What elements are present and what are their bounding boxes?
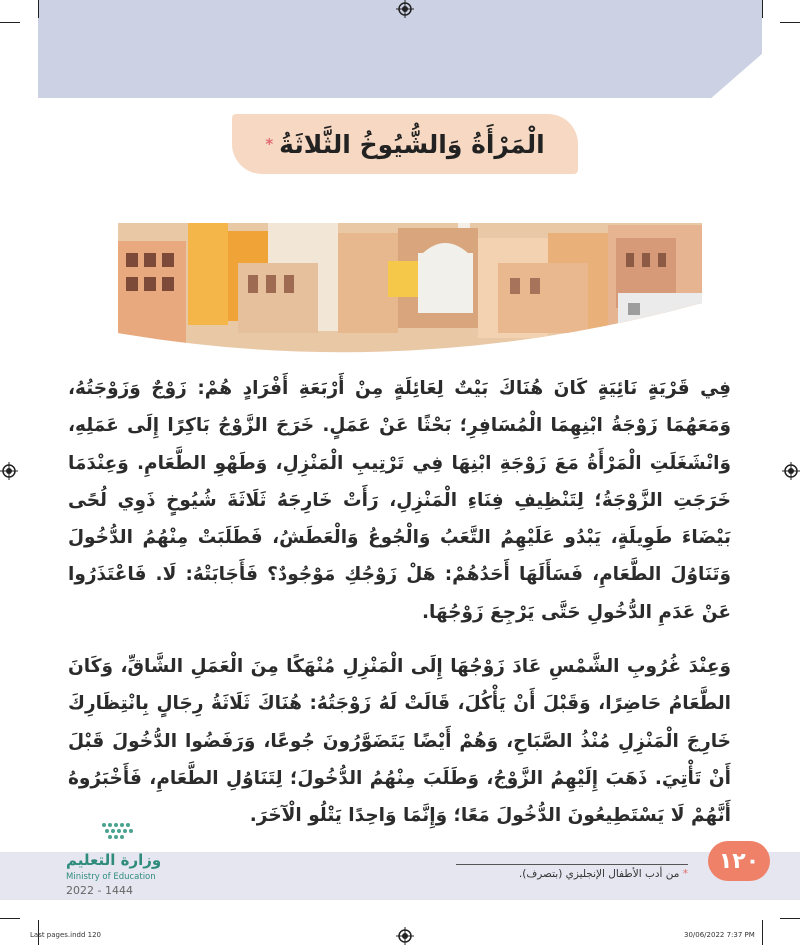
title-label: الْمَرْأَةُ وَالشُّيُوخُ الثَّلاثَةُ (279, 129, 545, 159)
page-number: ١٢٠ (708, 841, 770, 881)
print-slug-date: 30/06/2022 7:37 PM (684, 931, 755, 939)
footnote (456, 864, 688, 880)
registration-mark-icon (396, 927, 414, 945)
story-paragraph: فِي قَرْيَةٍ نَائِيَةٍ كَانَ هُنَاكَ بَيْتٌ لِعَائِلَةٍ مِنْ أَرْبَعَةِ أَفْرَادٍ هُمْ: زَوْجٌ وَزَوْجَتُهُ، وَمَعَهُمَا زَوْجَةُ ابْنِهِمَا الْمُسَافِرِ؛ بَحْثًا عَنْ عَمَلٍ. خَرَجَ الزَّوْجُ بَاكِرًا إِلَى عَمَلِهِ، وَانْشَغَلَتِ الْمَرْأَةُ مَعَ زَوْجَةِ ابْنِهَا فِي تَرْتِيبِ الْمَنْزِلِ، وَطَهْوِ الطَّعَامِ. وَعِنْدَمَا خَرَجَتِ الزَّوْجَةُ؛ لِتَنْظِيفِ فِنَاءِ الْمَنْزِلِ، رَأَتْ خَارِجَهُ ثَلَاثَةَ شُيُوخٍ ذَوِي لُحًى بَيْضَاءَ طَوِيلَةٍ، يَبْدُو عَلَيْهِمُ التَّعَبُ وَالْجُوعُ وَالْعَطَشُ، فَطَلَبَتْ مِنْهُمُ الدُّخُولَ وَتَنَاوُلَ الطَّعَامِ، فَسَأَلَهَا أَحَدُهُمْ: هَلْ زَوْجُكِ مَوْجُودٌ؟ فَأَجَابَتْهُ: لَا. فَاعْتَذَرُوا عَنْ عَدَمِ الدُّخُولِ حَتَّى يَرْجِعَ زَوْجُهَا. (68, 378, 731, 623)
title-footnote-star: * (265, 135, 274, 153)
crop-mark (0, 22, 20, 23)
registration-mark-icon (782, 462, 800, 480)
story-paragraph: وَعِنْدَ غُرُوبِ الشَّمْسِ عَادَ زَوْجُهَا إِلَى الْمَنْزِلِ مُنْهَكًا مِنَ الْعَمَلِ الشَّاقِّ، وَكَانَ الطَّعَامُ حَاضِرًا، وَقَبْلَ أَنْ يَأْكُلَ، قَالَتْ لَهُ زَوْجَتُهُ: هُنَاكَ ثَلَاثَةُ رِجَالٍ بِانْتِظَارِكَ خَارِجَ الْمَنْزِلِ مُنْذُ الصَّبَاحِ، وَهُمْ أَيْضًا يَتَضَوَّرُونَ جُوعًا، وَرَفَضُوا الدُّخُولَ قَبْلَ أَنْ تَأْتِيَ. ذَهَبَ إِلَيْهِمُ الزَّوْجُ، وَطَلَبَ مِنْهُمُ الدُّخُولَ؛ لِتَنَاوُلِ الطَّعَامِ، فَأَخْبَرُوهُ أَنَّهُمْ لَا يَسْتَطِيعُونَ الدُّخُولَ مَعًا؛ وَإِنَّمَا وَاحِدًا يَتْلُو الْآخَرَ. (68, 656, 731, 827)
village-illustration (118, 183, 702, 355)
crop-mark (780, 918, 800, 919)
ministry-logo-icon (98, 819, 158, 849)
crop-mark (762, 920, 763, 945)
footnote-text: من أدب الأطفال الإنجليزي (بتصرف). (518, 868, 680, 880)
crop-mark (0, 918, 20, 919)
crop-mark (38, 0, 39, 18)
ministry-name-arabic: وزارة التعليم (66, 851, 162, 869)
ministry-year: 2022 - 1444 (66, 884, 133, 897)
registration-mark-icon (0, 462, 18, 480)
page-title (232, 114, 578, 174)
footnote-star: * (682, 868, 688, 880)
print-slug-file: Last pages.indd 120 (30, 931, 102, 939)
ministry-name-english: Ministry of Education (66, 872, 156, 882)
crop-mark (762, 0, 763, 18)
registration-mark-icon (396, 0, 414, 18)
crop-mark (780, 22, 800, 23)
